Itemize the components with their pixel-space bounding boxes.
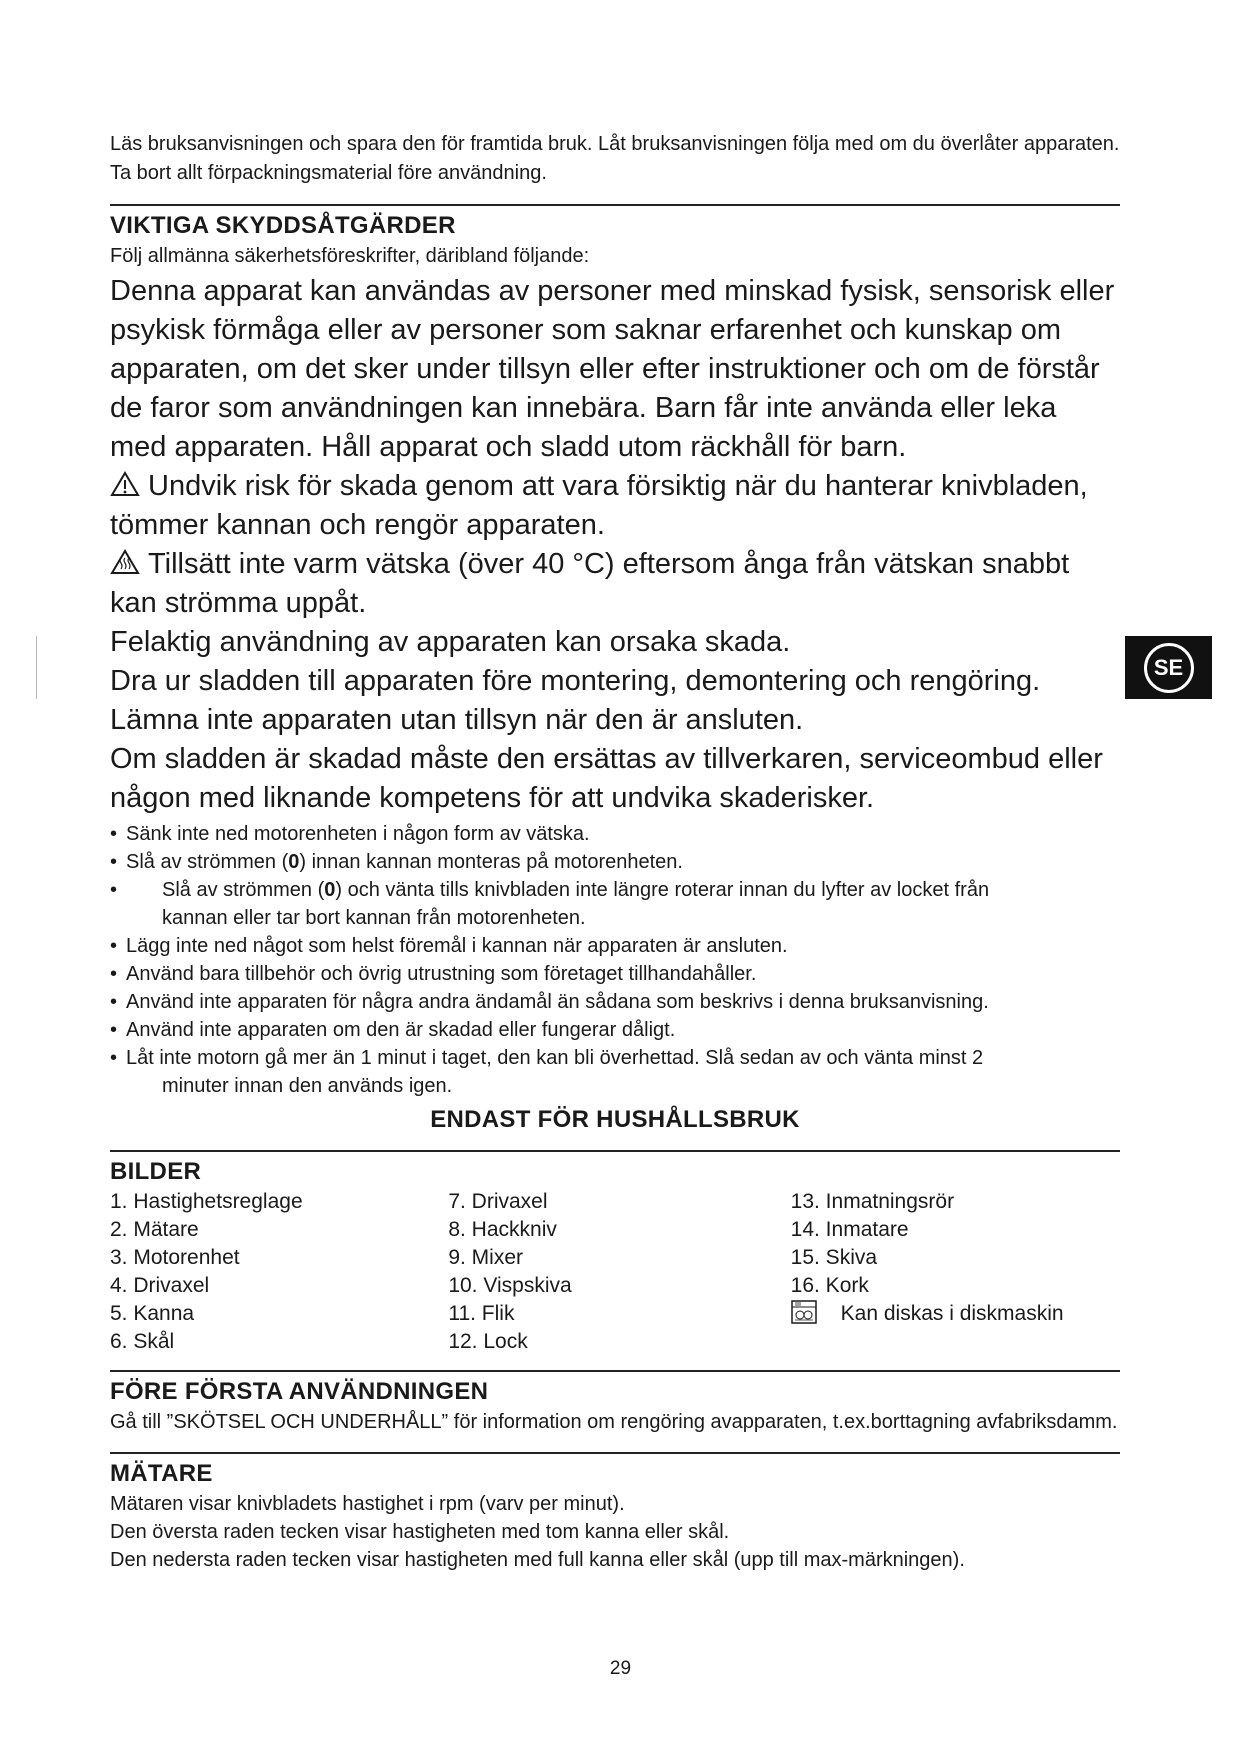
list-item: 6. Skål	[110, 1330, 175, 1353]
list-item: 11. Flik	[448, 1302, 515, 1325]
safety-paragraph	[110, 545, 1120, 623]
list-item: 14. Inmatare	[790, 1218, 909, 1241]
safety-paragraph: Om sladden är skadad måste den ersättas av tillverkaren, serviceombud eller någon med liknande kompetens för att undvika skaderisker.	[110, 743, 1103, 814]
list-item: 3. Motorenhet	[110, 1246, 240, 1269]
list-item: • Slå av strömmen (0) innan kannan monteras på motorenheten.	[110, 848, 1120, 876]
dishwasher-safe-icon	[791, 1300, 817, 1324]
meter-line: Den nedersta raden tecken visar hastigheten med full kanna eller skål (upp till max-märkningen).	[110, 1549, 965, 1571]
list-item: • Använd inte apparaten för några andra ändamål än sådana som beskrivs i denna bruksanvisning.	[110, 988, 1120, 1016]
list-item: 12. Lock	[448, 1330, 528, 1353]
list-item: 4. Drivaxel	[110, 1274, 210, 1297]
list-item: 5. Kanna	[110, 1302, 195, 1325]
list-item: 15. Skiva	[790, 1246, 878, 1269]
figures-column	[791, 1188, 1120, 1356]
safety-subheading: Följ allmänna säkerhetsföreskrifter, däribland följande:	[110, 245, 590, 267]
dishwasher-note: Kan diskas i diskmaskin	[791, 1300, 1120, 1328]
meter-heading: MÄTARE	[110, 1460, 213, 1487]
meter-line: Mätaren visar knivbladets hastighet i rpm (varv per minut).	[110, 1493, 625, 1515]
household-use-note: ENDAST FÖR HUSHÅLLSBRUK	[430, 1106, 800, 1133]
list-item: 13. Inmatningsrör	[790, 1190, 955, 1213]
list-item: 2. Mätare	[110, 1218, 199, 1241]
list-item: • Slå av strömmen (0) och vänta tills knivbladen inte längre roterar innan du lyfter av locket från kannan eller tar bort kannan från motorenheten.	[110, 876, 1120, 932]
page-content	[110, 130, 1120, 1574]
safety-paragraph: Dra ur sladden till apparaten före montering, demontering och rengöring.	[110, 665, 1041, 697]
warning-icon	[110, 471, 140, 497]
section-divider	[110, 1370, 1120, 1372]
figures-column	[110, 1188, 448, 1356]
safety-paragraph	[110, 467, 1120, 545]
page-number: 29	[609, 1658, 632, 1679]
list-item: • Sänk inte ned motorenheten i någon form av vätska.	[110, 820, 1120, 848]
figures-list	[110, 1188, 1120, 1356]
figures-column	[448, 1188, 790, 1356]
list-item: • Lägg inte ned något som helst föremål i kannan när apparaten är ansluten.	[110, 932, 1120, 960]
list-item: 10. Vispskiva	[448, 1274, 572, 1297]
safety-bullet-list	[110, 820, 1120, 1100]
list-item: • Använd bara tillbehör och övrig utrustning som företaget tillhandahåller.	[110, 960, 1120, 988]
list-item: 1. Hastighetsreglage	[110, 1190, 303, 1213]
list-item: • Använd inte apparaten om den är skadad eller fungerar dåligt.	[110, 1016, 1120, 1044]
first-use-text: Gå till ”SKÖTSEL OCH UNDERHÅLL” för information om rengöring avapparaten, t.ex.borttagning avfabriksdamm.	[110, 1411, 1118, 1433]
section-divider	[110, 204, 1120, 206]
hot-surface-warning-icon	[110, 549, 140, 575]
safety-paragraph: Denna apparat kan användas av personer med minskad fysisk, sensorisk eller psykisk förmåga eller av personer som saknar erfarenhet och kunskap om apparaten, om det sker under tillsyn eller efter instruktioner och om de förstår de faror som användningen kan innebära. Barn får inte använda eller leka med apparaten. Håll apparat och sladd utom räckhåll för barn.	[110, 275, 1115, 463]
margin-mark	[36, 636, 37, 699]
first-use-heading: FÖRE FÖRSTA ANVÄNDNINGEN	[110, 1378, 489, 1405]
warning-text: Tillsätt inte varm vätska (över 40 °C) eftersom ånga från vätskan snabbt kan strömma uppåt.	[110, 548, 1070, 619]
language-code: SE	[1144, 643, 1194, 693]
meter-line: Den översta raden tecken visar hastigheten med tom kanna eller skål.	[110, 1521, 730, 1543]
safety-paragraph: Lämna inte apparaten utan tillsyn när den är ansluten.	[110, 704, 804, 736]
figures-heading: BILDER	[110, 1158, 202, 1185]
section-divider	[110, 1150, 1120, 1152]
intro-text: Läs bruksanvisningen och spara den för framtida bruk. Låt bruksanvisningen följa med om du överlåter apparaten. Ta bort allt förpackningsmaterial före användning.	[110, 133, 1120, 184]
safety-paragraph: Felaktig användning av apparaten kan orsaka skada.	[110, 626, 791, 658]
language-badge	[1125, 636, 1212, 699]
safety-heading: VIKTIGA SKYDDSÅTGÄRDER	[110, 212, 456, 239]
list-item: 16. Kork	[790, 1274, 869, 1297]
list-item: 7. Drivaxel	[448, 1190, 548, 1213]
list-item: • Låt inte motorn gå mer än 1 minut i taget, den kan bli överhettad. Slå sedan av och vänta minst 2 minuter innan den används igen.	[110, 1044, 1120, 1100]
list-item: 8. Hackkniv	[448, 1218, 557, 1241]
section-divider	[110, 1452, 1120, 1454]
list-item: 9. Mixer	[448, 1246, 524, 1269]
warning-text: Undvik risk för skada genom att vara försiktig när du hanterar knivbladen, tömmer kannan och rengör apparaten.	[110, 470, 1088, 541]
